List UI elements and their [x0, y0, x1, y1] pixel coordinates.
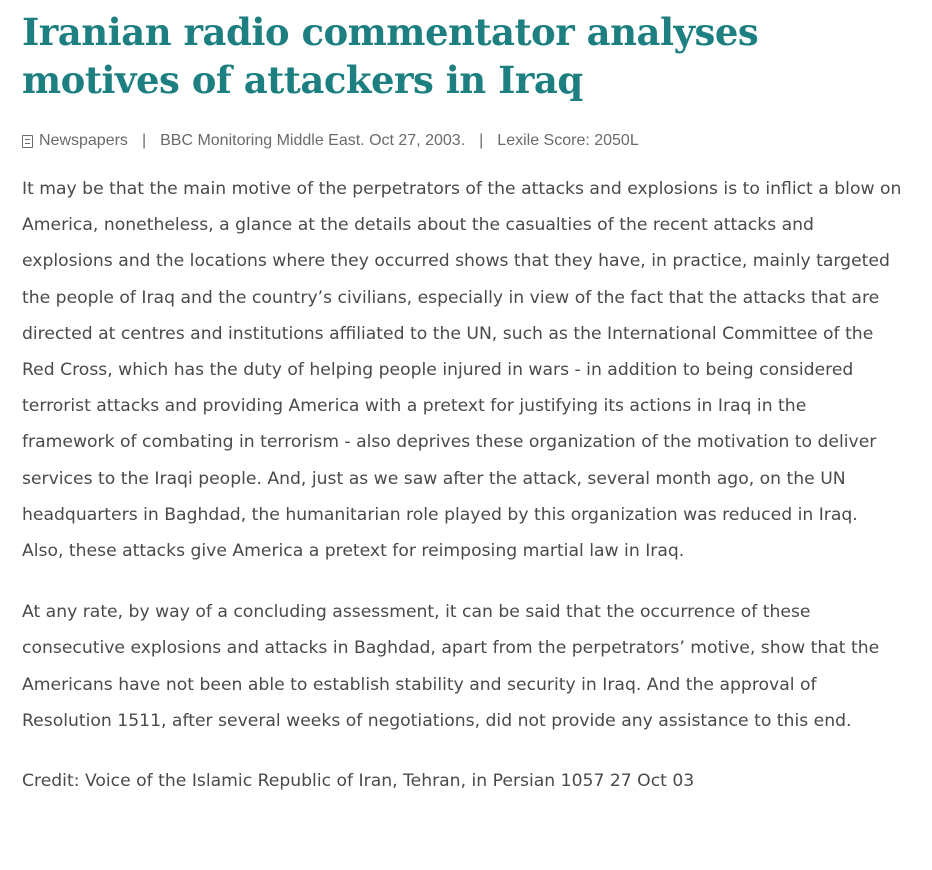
meta-separator: |: [479, 132, 484, 149]
article-credit: Credit: Voice of the Islamic Republic of Iran, Tehran, in Persian 1057 27 Oct 03: [22, 771, 695, 792]
newspaper-icon: [22, 135, 33, 148]
article-meta: [22, 131, 902, 151]
source-type: Newspapers: [39, 132, 128, 149]
source-and-date: BBC Monitoring Middle East. Oct 27, 2003.: [160, 132, 466, 149]
article-title: Iranian radio commentator analyses motives of attackers in Iraq: [22, 10, 759, 102]
article-body: [22, 171, 902, 739]
paragraph: At any rate, by way of a concluding assessment, it can be said that the occurrence of these consecutive explosions and attacks in Baghdad, apart from the perpetrators’ motive, show that the Americans have not been able to establish stability and security in Iraq. And the approval of Resolution 1511, after several weeks of negotiations, did not provide any assistance to this end.: [22, 602, 880, 731]
meta-separator: |: [141, 132, 147, 149]
lexile-score: Lexile Score: 2050L: [497, 132, 639, 149]
article: [22, 0, 902, 799]
paragraph: It may be that the main motive of the perpetrators of the attacks and explosions is to inflict a blow on America, nonetheless, a glance at the details about the casualties of the recent attacks and explosions and the locations where they occurred shows that they have, in practice, mainly targeted the people of Iraq and the country’s civilians, especially in view of the fact that the attacks that are directed at centres and institutions affiliated to the UN, such as the International Committee of the Red Cross, which has the duty of helping people injured in wars - in addition to being considered terrorist attacks and providing America with a pretext for justifying its actions in Iraq in the framework of combating in terrorism - also deprives these organization of the motivation to deliver services to the Iraqi people. And, just as we saw after the attack, several month ago, on the UN headquarters in Baghdad, the humanitarian role played by this organization was reduced in Iraq. Also, these attacks give America a pretext for reimposing martial law in Iraq.: [22, 179, 902, 562]
